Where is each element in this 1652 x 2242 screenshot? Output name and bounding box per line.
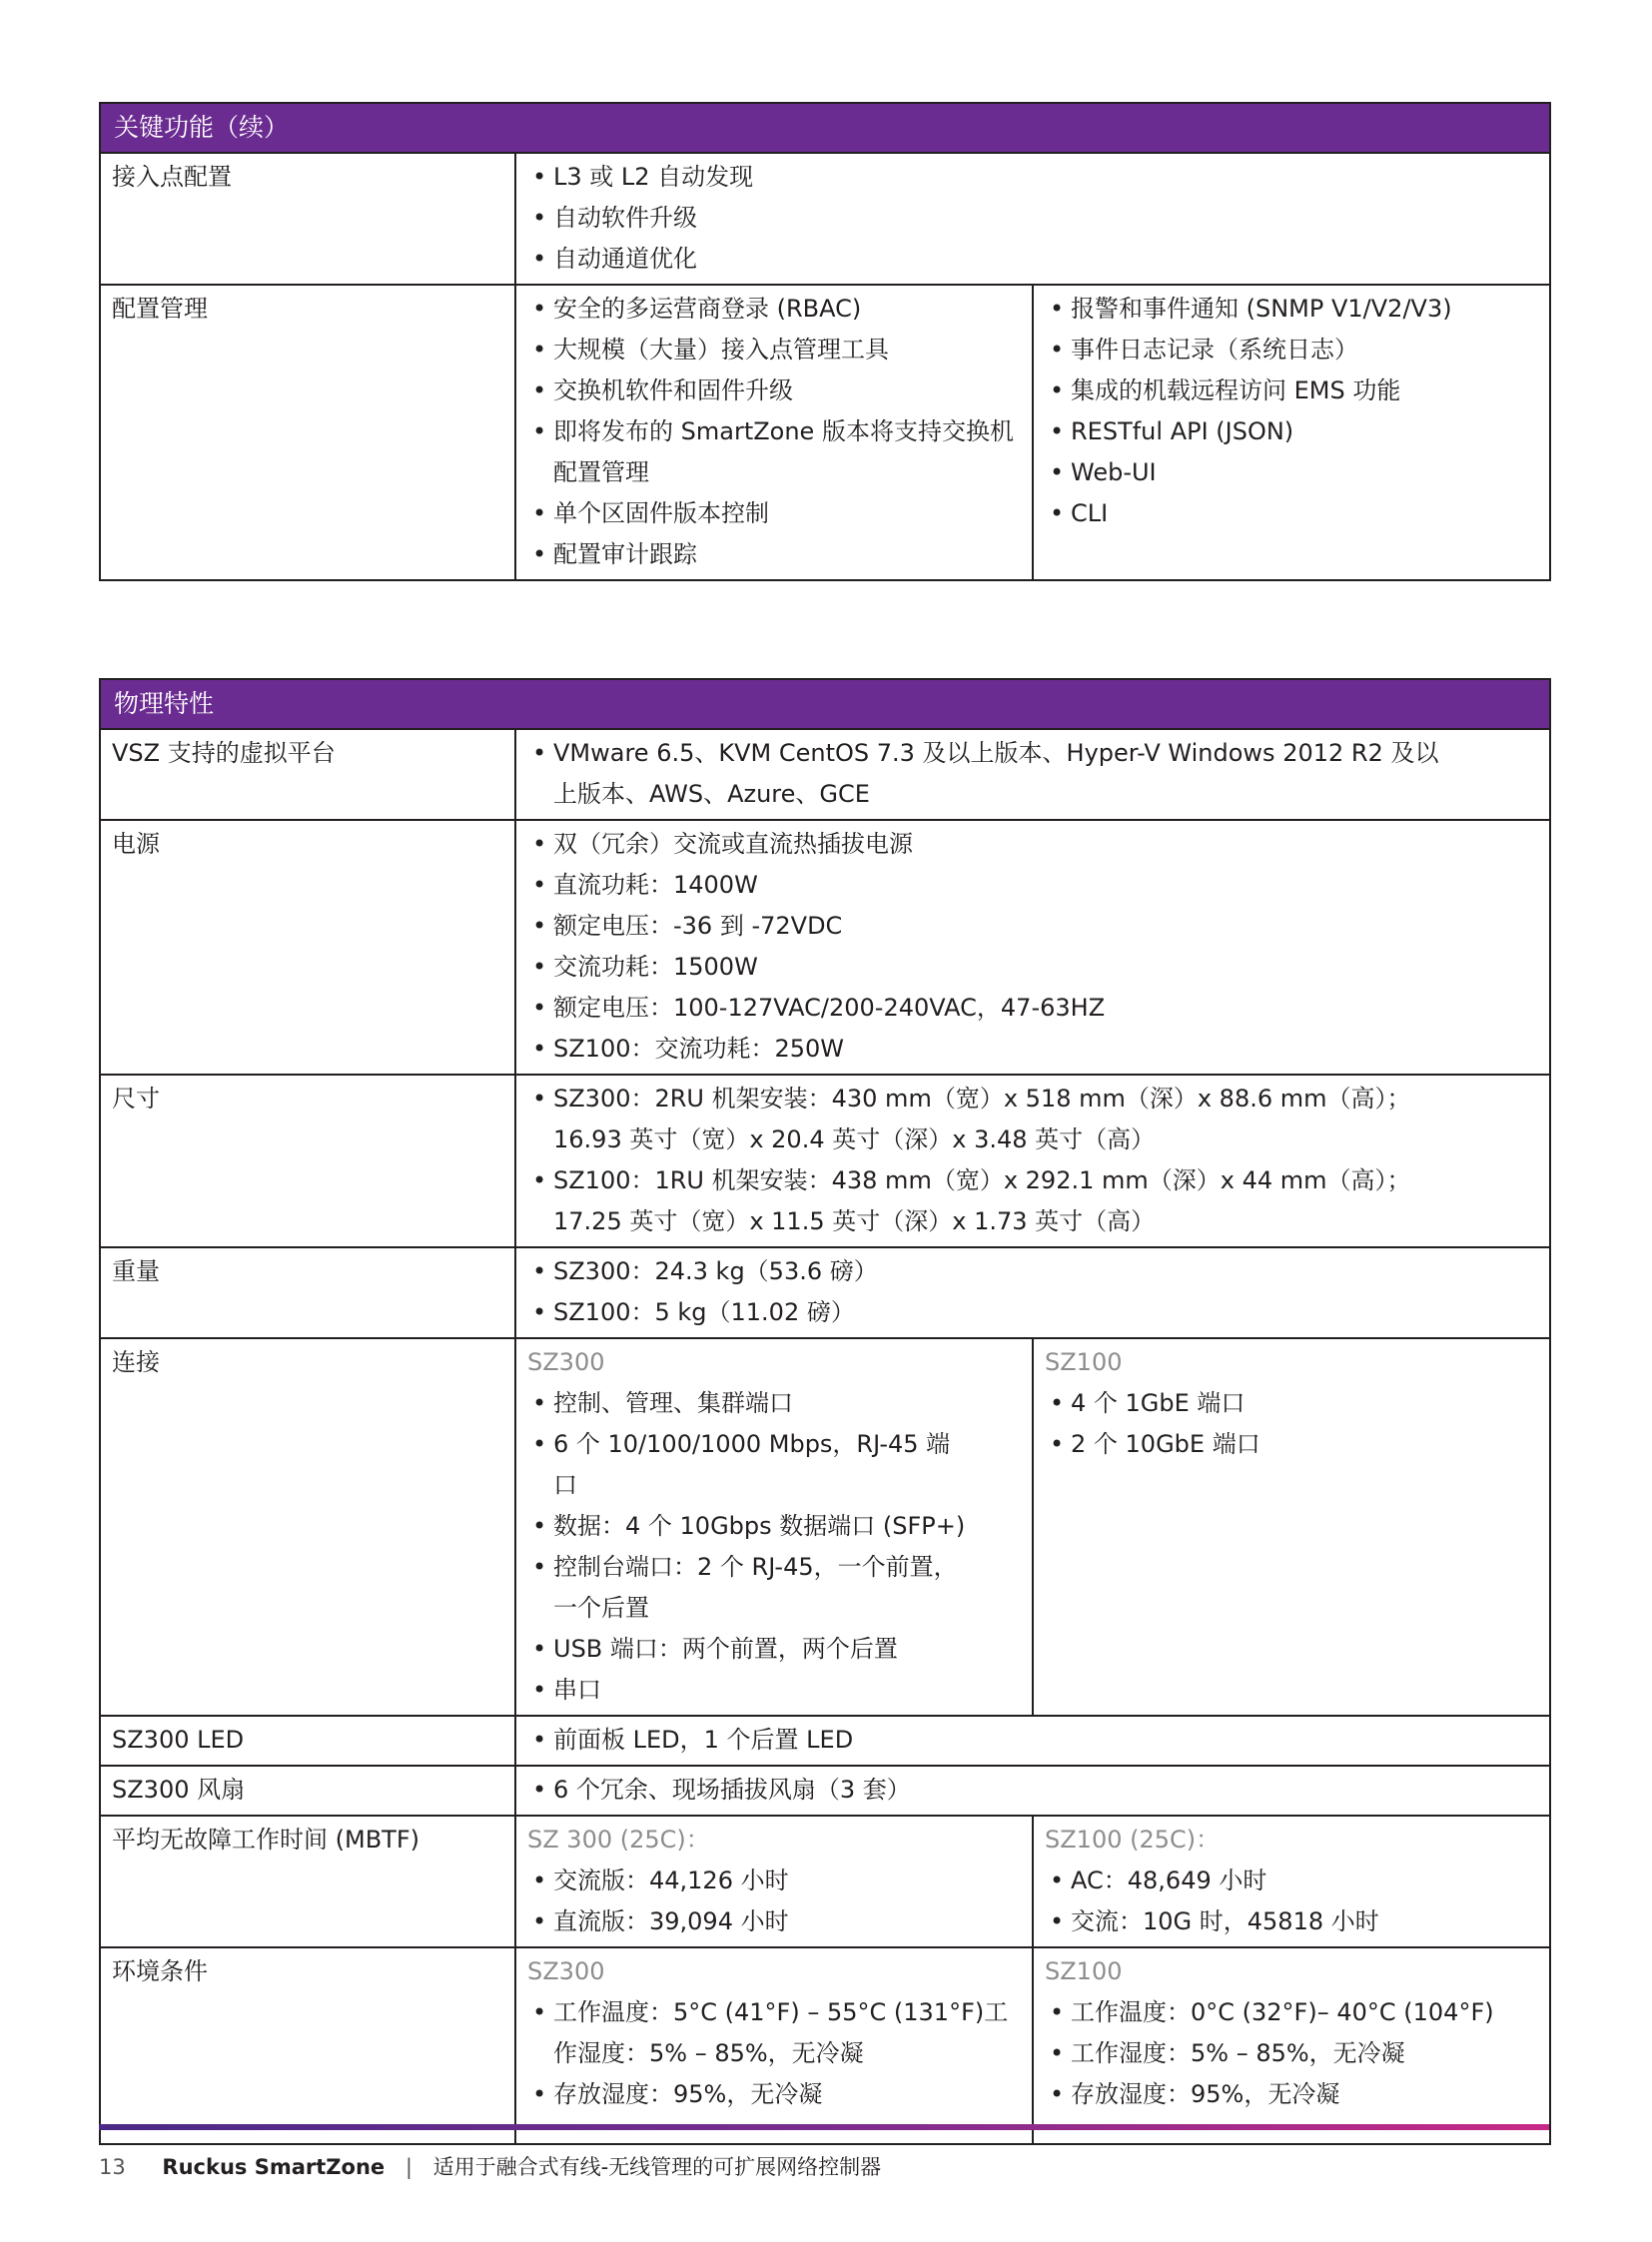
table-row [100, 1075, 1550, 1247]
list-item: • 事件日志记录（系统日志） [1045, 330, 1549, 371]
footer-subtitle: 适用于融合式有线-无线管理的可扩展网络控制器 [432, 2155, 882, 2179]
row-label: SZ300 LED [100, 1716, 515, 1766]
key-features-header: 关键功能（续） [100, 103, 1550, 153]
list-item: • 交流版：44,126 小时 [527, 1861, 1032, 1901]
list-item: • 集成的机载远程访问 EMS 功能 [1045, 371, 1549, 411]
table-row [100, 285, 1550, 580]
list-item: • 串口 [527, 1670, 972, 1711]
power-list [527, 824, 1549, 1070]
list-item: • 额定电压：-36 到 -72VDC [527, 906, 1549, 947]
physical-table [99, 678, 1551, 2145]
list-item: • SZ300：2RU 机架安装：430 mm（宽）x 518 mm（深）x 88.6 mm（高）；16.93 英寸（宽）x 20.4 英寸（深）x 3.48 英寸（高） [527, 1079, 1429, 1160]
row-label: 电源 [100, 820, 515, 1075]
list-item: • 报警和事件通知 (SNMP V1/V2/V3) [1045, 289, 1549, 330]
column-subheading: SZ300 [527, 1957, 605, 1985]
list-item: • 工作温度：5°C (41°F) – 55°C (131°F)工作湿度：5% – 85%，无冷凝 [527, 1992, 1032, 2074]
ap-config-list [527, 157, 1549, 280]
config-mgmt-list-1 [527, 289, 1032, 575]
list-item: • 工作湿度：5% – 85%，无冷凝 [1045, 2033, 1549, 2074]
connectivity-sz100-list [1045, 1383, 1549, 1465]
row-label: 配置管理 [100, 285, 515, 580]
table-row [100, 1716, 1550, 1766]
list-item: • Web-UI [1045, 452, 1549, 493]
page-footer [99, 2151, 881, 2181]
list-item: • 直流版：39,094 小时 [527, 1901, 1032, 1942]
list-item: • 控制、管理、集群端口 [527, 1383, 972, 1424]
list-item: • 2 个 10GbE 端口 [1045, 1424, 1549, 1465]
list-item: • 存放湿度：95%，无冷凝 [1045, 2074, 1549, 2115]
table-row [100, 820, 1550, 1075]
row-label: SZ300 风扇 [100, 1766, 515, 1816]
list-item: • 前面板 LED，1 个后置 LED [527, 1720, 1549, 1761]
list-item: • USB 端口：两个前置，两个后置 [527, 1629, 972, 1670]
column-subheading: SZ100 (25C)： [1045, 1826, 1221, 1854]
list-item: • 直流功耗：1400W [527, 865, 1549, 906]
list-item: • 交流：10G 时，45818 小时 [1045, 1901, 1549, 1942]
row-label: 连接 [100, 1338, 515, 1716]
column-subheading: SZ300 [527, 1348, 605, 1376]
physical-header: 物理特性 [100, 679, 1550, 729]
footer-separator: | [405, 2155, 413, 2179]
list-item: • 自动通道优化 [527, 239, 1549, 280]
table-row [100, 153, 1550, 285]
row-label: 平均无故障工作时间 (MBTF) [100, 1816, 515, 1947]
list-item: • 控制台端口：2 个 RJ-45，一个前置，一个后置 [527, 1547, 972, 1629]
list-item: • 交流功耗：1500W [527, 947, 1549, 988]
mtbf-sz100-list [1045, 1861, 1549, 1942]
list-item: • 即将发布的 SmartZone 版本将支持交换机配置管理 [527, 411, 1032, 493]
list-item: • 配置审计跟踪 [527, 534, 1032, 575]
table-row [100, 729, 1550, 820]
list-item: • SZ100：交流功耗：250W [527, 1029, 1549, 1070]
dimensions-list [527, 1079, 1549, 1242]
column-subheading: SZ 300 (25C)： [527, 1826, 710, 1854]
list-item: • VMware 6.5、KVM CentOS 7.3 及以上版本、Hyper-V Windows 2012 R2 及以上版本、AWS、Azure、GCE [527, 733, 1439, 815]
list-item: • L3 或 L2 自动发现 [527, 157, 1549, 198]
weight-list [527, 1251, 1549, 1333]
table-row [100, 1947, 1550, 2144]
footer-gradient-rule [99, 2124, 1549, 2130]
table-row [100, 1247, 1550, 1338]
column-subheading: SZ100 [1045, 1957, 1123, 1985]
list-item: • AC：48,649 小时 [1045, 1861, 1549, 1901]
list-item: • 单个区固件版本控制 [527, 493, 1032, 534]
footer-brand: Ruckus SmartZone [162, 2155, 386, 2179]
list-item: • 数据：4 个 10Gbps 数据端口 (SFP+) [527, 1506, 972, 1547]
list-item: • 工作温度：0°C (32°F)– 40°C (104°F) [1045, 1992, 1549, 2033]
list-item: • SZ300：24.3 kg（53.6 磅） [527, 1251, 1549, 1292]
list-item: • SZ100：5 kg（11.02 磅） [527, 1292, 1549, 1333]
list-item: • 安全的多运营商登录 (RBAC) [527, 289, 1032, 330]
row-label: 接入点配置 [100, 153, 515, 285]
row-label: 环境条件 [100, 1947, 515, 2144]
table-row [100, 1338, 1550, 1716]
mtbf-sz300-list [527, 1861, 1032, 1942]
environment-sz300-list [527, 1992, 1032, 2115]
page-number: 13 [99, 2155, 126, 2179]
list-item: • CLI [1045, 493, 1549, 534]
row-label: 重量 [100, 1247, 515, 1338]
table-row [100, 1766, 1550, 1816]
environment-sz100-list [1045, 1992, 1549, 2115]
table-row [100, 1816, 1550, 1947]
connectivity-sz300-list [527, 1383, 1032, 1711]
list-item: • 额定电压：100-127VAC/200-240VAC，47-63HZ [527, 988, 1549, 1029]
list-item: • 4 个 1GbE 端口 [1045, 1383, 1549, 1424]
led-list [527, 1720, 1549, 1761]
list-item: • 6 个冗余、现场插拔风扇（3 套） [527, 1770, 1549, 1811]
row-label: VSZ 支持的虚拟平台 [100, 729, 515, 820]
list-item: • 6 个 10/100/1000 Mbps，RJ-45 端口 [527, 1424, 972, 1506]
fan-list [527, 1770, 1549, 1811]
list-item: • RESTful API (JSON) [1045, 411, 1549, 452]
column-subheading: SZ100 [1045, 1348, 1123, 1376]
row-label: 尺寸 [100, 1075, 515, 1247]
list-item: • 大规模（大量）接入点管理工具 [527, 330, 1032, 371]
list-item: • 交换机软件和固件升级 [527, 371, 1032, 411]
list-item: • 存放湿度：95%，无冷凝 [527, 2074, 1032, 2115]
list-item: • 自动软件升级 [527, 198, 1549, 239]
key-features-table [99, 102, 1551, 581]
config-mgmt-list-2 [1045, 289, 1549, 534]
list-item: • 双（冗余）交流或直流热插拔电源 [527, 824, 1549, 865]
list-item: • SZ100：1RU 机架安装：438 mm（宽）x 292.1 mm（深）x 44 mm（高）；17.25 英寸（宽）x 11.5 英寸（深）x 1.73 英寸（高） [527, 1160, 1429, 1242]
vsz-list [527, 733, 1549, 815]
